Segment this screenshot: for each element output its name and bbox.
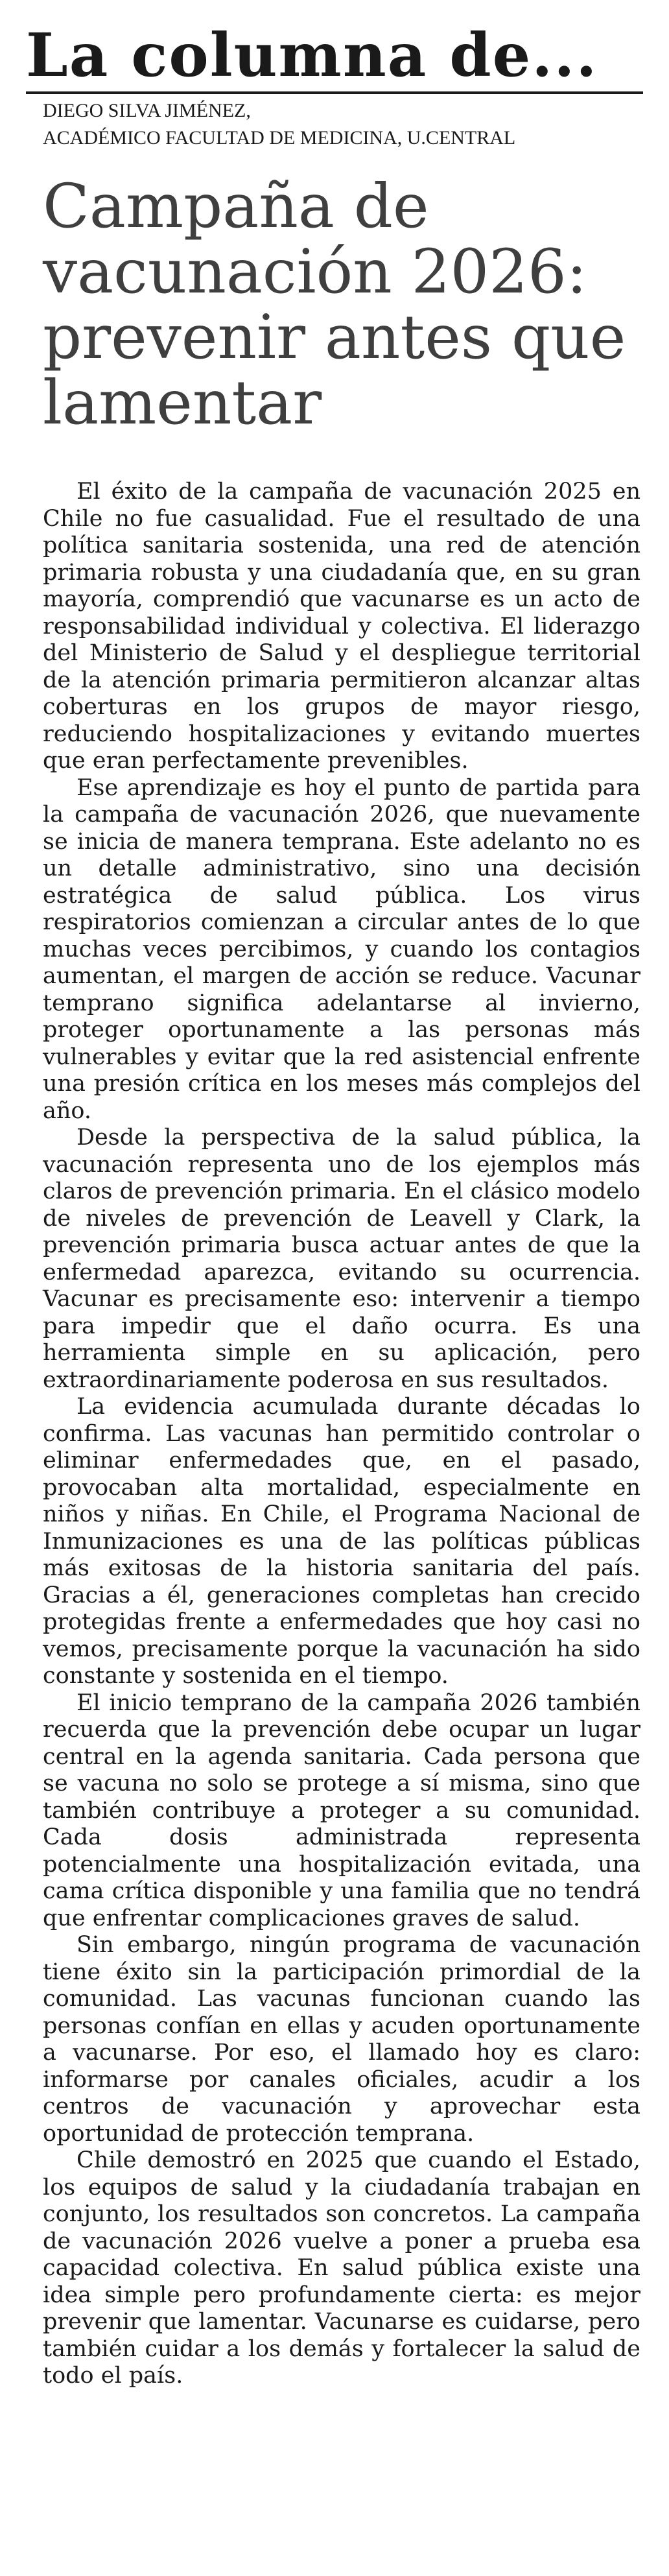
article-paragraph: La evidencia acumulada durante décadas lo confirma. Las vacunas han permitido controlar o eliminar enfermedades que, en el pasado, provocaban alta mortalidad, especialmente en niños y niñas. En Chile, el Programa Nacional de Inmunizaciones es una de las políticas públicas más exitosas de la historia sanitaria del país. Gracias a él, generaciones completas han crecido protegidas frente a enfermedades que hoy casi no vemos, precisamente porque la vacunación ha sido constante y sostenida en el tiempo. <box>43 1394 640 1689</box>
column-section-header: La columna de... <box>26 20 598 90</box>
article-paragraph: Desde la perspectiva de la salud pública, la vacunación representa uno de los ejemplos más claros de prevención primaria. En el clásico modelo de niveles de prevención de Leavell y Clark, la prevención primaria busca actuar antes de que la enfermedad aparezca, evitando su ocurrencia. Vacunar es precisamente eso: intervenir a tiempo para impedir que el daño ocurra. Es una herramienta simple en su aplicación, pero extraordinariamente poderosa en sus resultados. <box>43 1125 640 1393</box>
article-paragraph: El inicio temprano de la campaña 2026 también recuerda que la prevención debe ocupar un lugar central en la agenda sanitaria. Cada persona que se vacuna no solo se protege a sí misma, sino que también contribuye a proteger a su comunidad. Cada dosis administrada representa potencialmente una hospitalización evitada, una cama crítica disponible y una familia que no tendrá que enfrentar complicaciones graves de salud. <box>43 1689 640 1931</box>
article-body <box>43 479 640 2390</box>
author-name: DIEGO SILVA JIMÉNEZ, <box>43 100 251 121</box>
article-paragraph: Sin embargo, ningún programa de vacunación tiene éxito sin la participación primordial de la comunidad. Las vacunas funcionan cuando las personas confían en ellas y acuden oportunamente a vacunarse. Por eso, el llamado hoy es claro: informarse por canales oficiales, acudir a los centros de vacunación y aprovechar esta oportunidad de protección temprana. <box>43 1932 640 2147</box>
article-paragraph: El éxito de la campaña de vacunación 2025 en Chile no fue casualidad. Fue el resultado de una política sanitaria sostenida, una red de atención primaria robusta y una ciudadanía que, en su gran mayoría, comprendió que vacunarse es un acto de responsabilidad individual y colectiva. El liderazgo del Ministerio de Salud y el despliegue territorial de la atención primaria permitieron alcanzar altas coberturas en los grupos de mayor riesgo, reduciendo hospitalizaciones y evitando muertes que eran perfectamente prevenibles. <box>43 479 640 774</box>
article-paragraph: Ese aprendizaje es hoy el punto de partida para la campaña de vacunación 2026, que nuevamente se inicia de manera temprana. Este adelanto no es un detalle administrativo, sino una decisión estratégica de salud pública. Los virus respiratorios comienzan a circular antes de lo que muchas veces percibimos, y cuando los contagios aumentan, el margen de acción se reduce. Vacunar temprano significa adelantarse al invierno, proteger oportunamente a las personas más vulnerables y evitar que la red asistencial enfrente una presión crítica en los meses más complejos del año. <box>43 774 640 1124</box>
author-byline <box>43 97 639 152</box>
author-title: ACADÉMICO FACULTAD DE MEDICINA, U.CENTRAL <box>43 127 516 149</box>
article-paragraph: Chile demostró en 2025 que cuando el Estado, los equipos de salud y la ciudadanía trabajan en conjunto, los resultados son concretos. La campaña de vacunación 2026 vuelve a poner a prueba esa capacidad colectiva. En salud pública existe una idea simple pero profundamente cierta: es mejor prevenir que lamentar. Vacunarse es cuidarse, pero también cuidar a los demás y fortalecer la salud de todo el país. <box>43 2147 640 2389</box>
article-title: Campaña de vacunación 2026: prevenir antes que lamentar <box>43 171 626 438</box>
header-rule-divider <box>26 91 643 94</box>
